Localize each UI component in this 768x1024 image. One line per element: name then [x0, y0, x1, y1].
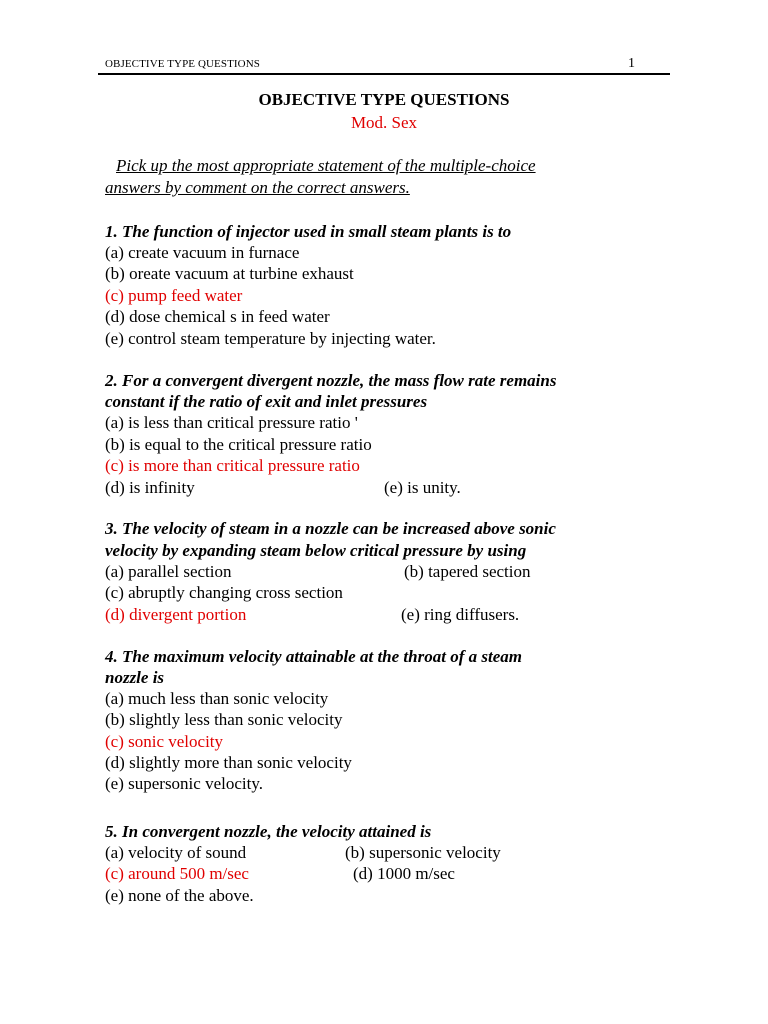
question-4-option-c-answer: (c) sonic velocity — [105, 732, 224, 751]
question-3-option-e: (e) ring diffusers. — [401, 605, 520, 624]
question-4-option-d: (d) slightly more than sonic velocity — [105, 753, 352, 772]
question-3-option-a: (a) parallel section — [105, 562, 232, 581]
question-4-text-line-2: nozzle is — [105, 668, 165, 687]
question-1-option-a: (a) create vacuum in furnace — [105, 243, 300, 262]
question-4-text-line-1: 4. The maximum velocity attainable at the throat of a steam — [105, 647, 522, 666]
question-3-option-c: (c) abruptly changing cross section — [105, 583, 343, 602]
question-2-option-a: (a) is less than critical pressure ratio ' — [105, 413, 358, 432]
question-5-option-a: (a) velocity of sound — [105, 843, 247, 862]
question-4-option-e: (e) supersonic velocity. — [105, 774, 263, 793]
question-2-text-line-2: constant if the ratio of exit and inlet pressures — [105, 392, 428, 411]
question-2-option-c-answer: (c) is more than critical pressure ratio — [105, 456, 360, 475]
header-rule — [98, 73, 670, 75]
page-subtitle: Mod. Sex — [350, 113, 418, 132]
page-title: OBJECTIVE TYPE QUESTIONS — [258, 90, 510, 109]
question-2-option-b: (b) is equal to the critical pressure ratio — [105, 435, 372, 454]
question-5-option-d: (d) 1000 m/sec — [353, 864, 455, 883]
question-4-option-b: (b) slightly less than sonic velocity — [105, 710, 343, 729]
question-1-option-e: (e) control steam temperature by injecting water. — [105, 329, 436, 348]
question-1-option-d: (d) dose chemical s in feed water — [105, 307, 330, 326]
question-4-option-a: (a) much less than sonic velocity — [105, 689, 329, 708]
question-5-option-e: (e) none of the above. — [105, 886, 254, 905]
question-3-option-d-answer: (d) divergent portion — [105, 605, 247, 624]
instructions-line-2: answers by comment on the correct answers. — [105, 178, 410, 197]
page-number: 1 — [628, 56, 635, 71]
question-3-text-line-1: 3. The velocity of steam in a nozzle can be increased above sonic — [105, 519, 556, 538]
question-1-option-c-answer: (c) pump feed water — [105, 286, 243, 305]
question-2-option-d: (d) is infinity — [105, 478, 195, 497]
question-5-option-b: (b) supersonic velocity — [345, 843, 501, 862]
question-2-option-e: (e) is unity. — [384, 478, 461, 497]
question-2-text-line-1: 2. For a convergent divergent nozzle, the mass flow rate remains — [105, 371, 557, 390]
question-1-text: 1. The function of injector used in small steam plants is to — [105, 222, 512, 241]
question-3-option-b: (b) tapered section — [404, 562, 531, 581]
question-5-option-c-answer: (c) around 500 m/sec — [105, 864, 249, 883]
question-3-text-line-2: velocity by expanding steam below critical pressure by using — [105, 541, 527, 560]
question-5-text: 5. In convergent nozzle, the velocity attained is — [105, 822, 432, 841]
instructions-line-1: Pick up the most appropriate statement of the multiple-choice — [116, 156, 536, 175]
running-header-title: OBJECTIVE TYPE QUESTIONS — [105, 58, 260, 70]
question-1-option-b: (b) oreate vacuum at turbine exhaust — [105, 264, 354, 283]
